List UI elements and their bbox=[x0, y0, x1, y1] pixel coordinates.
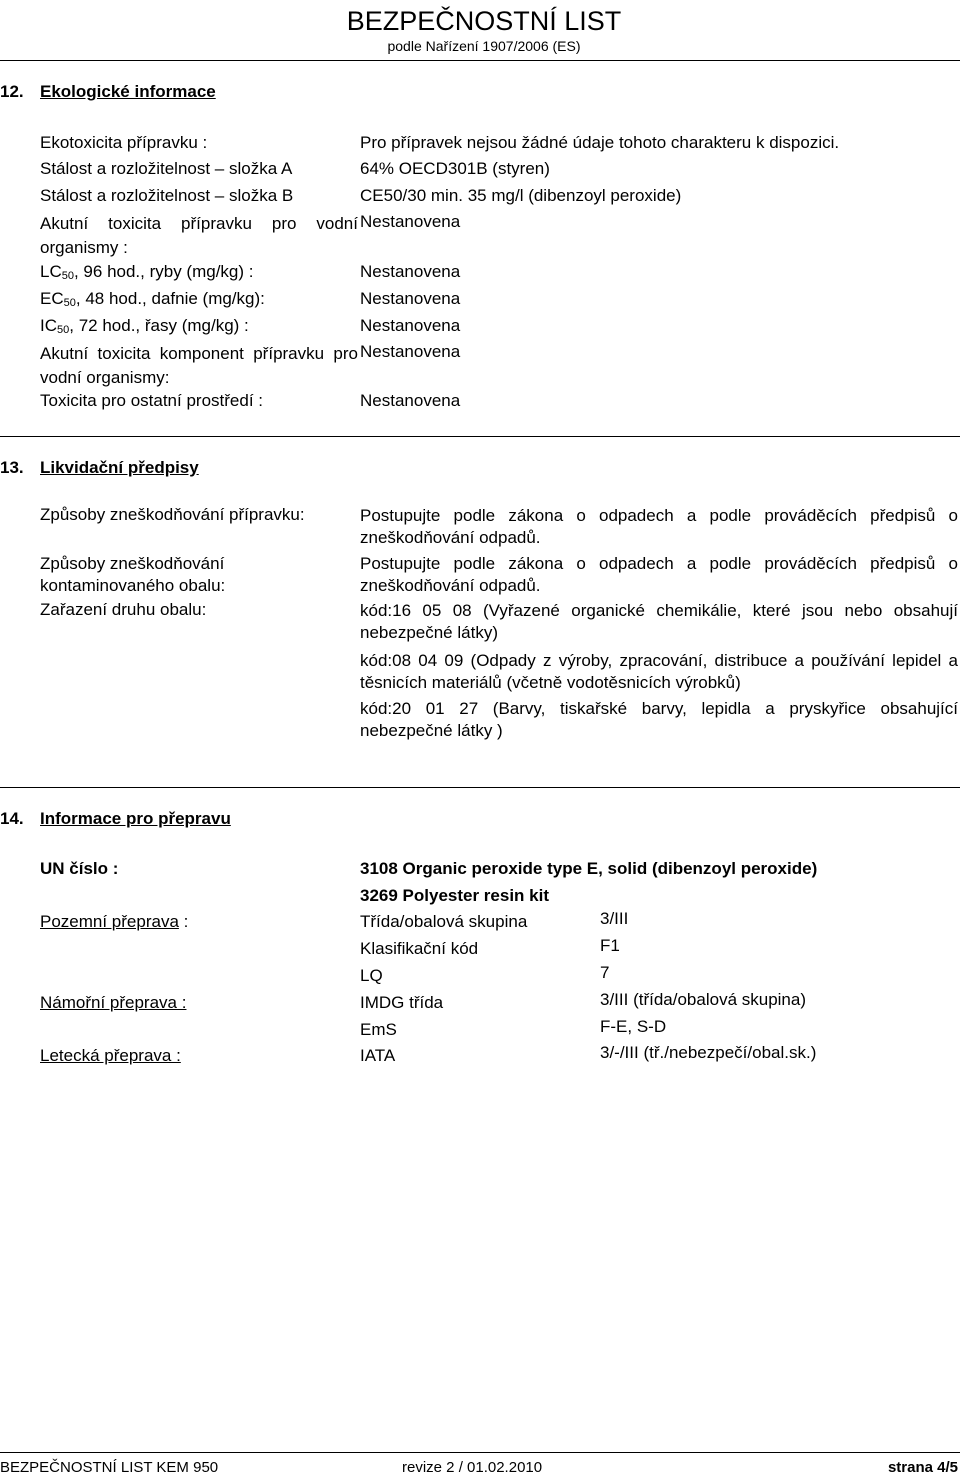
lc50-value: Nestanovena bbox=[360, 262, 461, 281]
disposal-packaging-label: Způsoby zneškodňování kontaminovaného obalu: bbox=[40, 554, 226, 595]
section-13-divider bbox=[0, 787, 960, 788]
waste-code-3: kód:20 01 27 (Barvy, tiskařské barvy, lepidla a pryskyřice obsahující nebezpečné látky ) bbox=[360, 699, 958, 740]
header-divider bbox=[0, 60, 960, 61]
ic50-label: $IC_{50}$, 72 hod., řasy (mg/kg) : bbox=[40, 316, 249, 336]
disposal-product-value: Postupujte podle zákona o odpadech a podle prováděcích předpisů o zneškodňování odpadů. bbox=[360, 506, 958, 547]
section-12-number: 12. bbox=[0, 82, 24, 101]
imdg-value: 3/III (třída/obalová skupina) bbox=[600, 990, 807, 1009]
section-13-number: 13. bbox=[0, 458, 24, 477]
acute-tox-label: Akutní toxicita přípravku pro vodní organismy : bbox=[40, 214, 358, 257]
waste-code-2: kód:08 04 09 (Odpady z výroby, zpracování, distribuce a používání lepidel a těsnicích materiálů (včetně vodotěsnicích výrobků) bbox=[360, 651, 958, 692]
road-transport-label: Pozemní přeprava : bbox=[40, 912, 189, 931]
footer-page-number: strana 4/5 bbox=[887, 1459, 958, 1476]
stability-a-label: Stálost a rozložitelnost – složka A bbox=[40, 159, 293, 178]
iata-value: 3/-/III (tř./nebezpečí/obal.sk.) bbox=[600, 1043, 817, 1062]
ic50-value: Nestanovena bbox=[360, 316, 461, 335]
section-12-title: Ekologické informace bbox=[40, 82, 216, 101]
stability-b-label: Stálost a rozložitelnost – složka B bbox=[40, 186, 294, 205]
sea-transport-label: Námořní přeprava : bbox=[40, 993, 187, 1012]
document-subtitle: podle Nařízení 1907/2006 (ES) bbox=[387, 38, 581, 54]
un-number-value-1: 3108 Organic peroxide type E, solid (dibenzoyl peroxide) bbox=[360, 859, 818, 878]
section-14-number: 14. bbox=[0, 809, 24, 828]
footer-document-id: BEZPEČNOSTNÍ LIST KEM 950 bbox=[0, 1459, 219, 1476]
ecotox-label: Ekotoxicita přípravku : bbox=[40, 133, 208, 152]
document-title: BEZPEČNOSTNÍ LIST bbox=[346, 6, 622, 36]
stability-a-value: 64% OECD301B (styren) bbox=[360, 159, 550, 178]
un-number-label: UN číslo : bbox=[40, 859, 119, 878]
other-tox-label: Toxicita pro ostatní prostředí : bbox=[40, 391, 263, 410]
acute-tox-components-label: Akutní toxicita komponent přípravku pro vodní organismy: bbox=[40, 344, 358, 387]
footer-revision: revize 2 / 01.02.2010 bbox=[402, 1459, 543, 1476]
disposal-packaging-value: Postupujte podle zákona o odpadech a podle prováděcích předpisů o zneškodňování odpadů. bbox=[360, 554, 958, 595]
section-13-title: Likvidační předpisy bbox=[40, 458, 199, 477]
ec50-label: $EC_{50}$, 48 hod., dafnie (mg/kg): bbox=[40, 289, 265, 309]
disposal-product-label: Způsoby zneškodňování přípravku: bbox=[40, 505, 305, 524]
road-class-value: 3/III bbox=[600, 909, 629, 928]
road-lq-key: LQ bbox=[360, 966, 383, 985]
road-code-key: Klasifikační kód bbox=[360, 939, 479, 958]
ecotox-value: Pro přípravek nejsou žádné údaje tohoto charakteru k dispozici. bbox=[360, 133, 840, 152]
acute-tox-components-value: Nestanovena bbox=[360, 342, 461, 361]
air-transport-label: Letecká přeprava : bbox=[40, 1046, 181, 1065]
road-code-value: F1 bbox=[600, 936, 620, 955]
lc50-label: $LC_{50}$, 96 hod., ryby (mg/kg) : bbox=[40, 262, 254, 282]
imdg-key: IMDG třída bbox=[360, 993, 444, 1012]
road-class-key: Třída/obalová skupina bbox=[360, 912, 528, 931]
acute-tox-value: Nestanovena bbox=[360, 212, 461, 231]
other-tox-value: Nestanovena bbox=[360, 391, 461, 410]
section-12-divider bbox=[0, 436, 960, 437]
stability-b-value: CE50/30 min. 35 mg/l (dibenzoyl peroxide) bbox=[360, 186, 682, 205]
ems-key: EmS bbox=[360, 1020, 397, 1039]
footer-divider bbox=[0, 1452, 960, 1453]
section-14-title: Informace pro přepravu bbox=[40, 809, 231, 828]
un-number-value-2: 3269 Polyester resin kit bbox=[360, 886, 550, 905]
packaging-class-label: Zařazení druhu obalu: bbox=[40, 600, 207, 619]
ems-value: F-E, S-D bbox=[600, 1017, 667, 1036]
ec50-value: Nestanovena bbox=[360, 289, 461, 308]
iata-key: IATA bbox=[360, 1046, 396, 1065]
road-lq-value: 7 bbox=[600, 963, 610, 982]
waste-code-1: kód:16 05 08 (Vyřazené organické chemikálie, které jsou nebo obsahují nebezpečné látky) bbox=[360, 601, 958, 642]
